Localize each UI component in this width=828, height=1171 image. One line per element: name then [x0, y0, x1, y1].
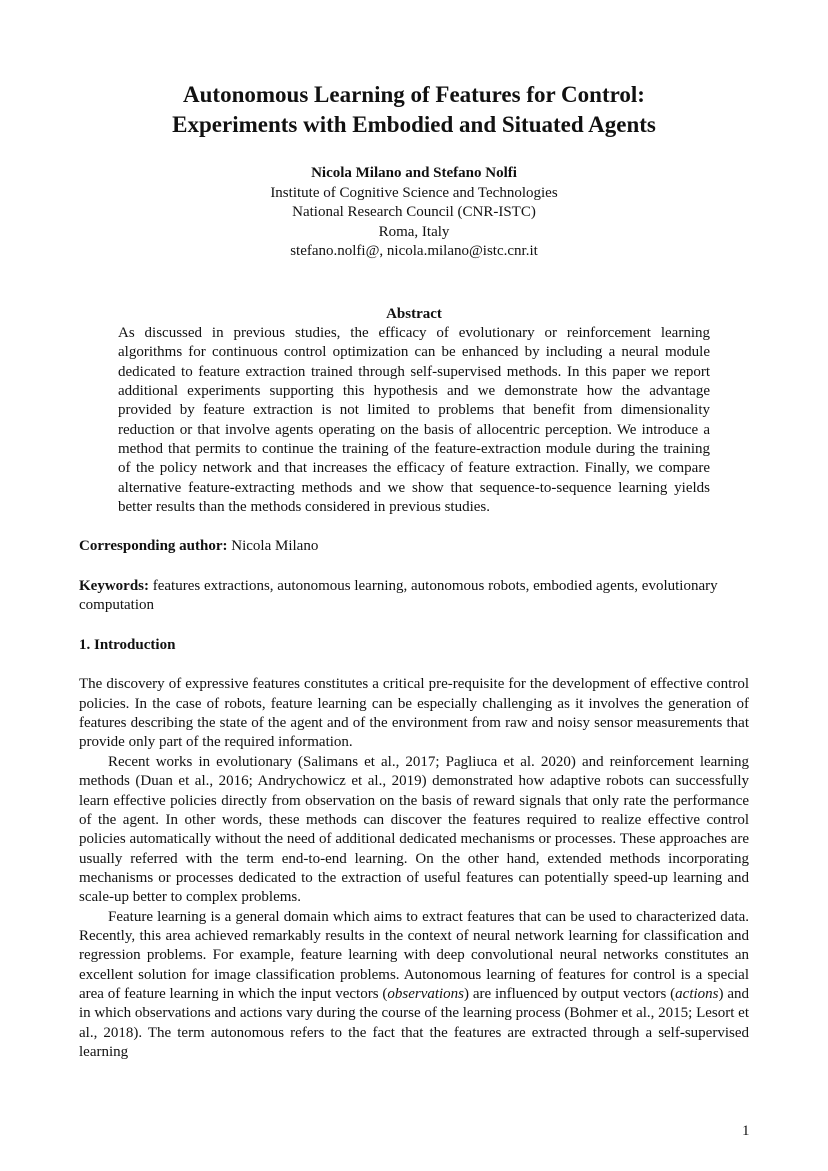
affiliation-city: Roma, Italy	[378, 223, 450, 240]
paper-title	[79, 80, 749, 140]
paper-page	[79, 80, 749, 1062]
affiliation-institute: Institute of Cognitive Science and Technologies	[270, 184, 558, 201]
corresponding-author	[79, 537, 749, 557]
affiliation-council: National Research Council (CNR-ISTC)	[292, 204, 536, 220]
keywords	[79, 577, 749, 616]
intro-p3-emphasis-observations: observations	[387, 985, 465, 1002]
corresponding-value: Nicola Milano	[231, 538, 319, 555]
section-heading-introduction: 1. Introduction	[79, 636, 176, 653]
corresponding-label: Corresponding author:	[79, 538, 228, 555]
author-emails: stefano.nolfi@, nicola.milano@istc.cnr.it	[290, 243, 538, 259]
author-names: Nicola Milano and Stefano Nolfi	[311, 165, 517, 181]
keywords-label: Keywords:	[79, 577, 149, 594]
abstract-heading: Abstract	[386, 305, 442, 322]
intro-p3-text-a: Feature learning is a general domain which aims to extract features that can be used to characterized data. Recently, this area achieved remarkably results in the context of neural network learning for classification and regression problems. For example, feature learning with deep convolutional neural networks constitutes an excellent solution for image classification problems. Autonomous learning of features for control is a special area of feature learning in which the input vectors (	[79, 908, 749, 1002]
intro-paragraph-3	[79, 908, 749, 1063]
intro-p3-text-b: ) are influenced by output vectors (	[464, 985, 676, 1002]
abstract-text: As discussed in previous studies, the efficacy of evolutionary or reinforcement learning algorithms for continuous control optimization can be enhanced by including a neural module dedicated to feature extraction trained through self-supervised methods. In this paper we report additional experiments supporting this hypothesis and we demonstrate how the advantage provided by feature extraction is not limited to problems that benefit from dimensionality reduction or that involve agents operating on the basis of allocentric perception. We introduce a method that permits to continue the training of the feature-extraction module during the training of the policy network and that increases the efficacy of feature extraction. Finally, we compare alternative feature-extracting methods and we show that sequence-to-sequence learning yields better results than the methods considered in previous studies.	[118, 325, 710, 516]
intro-paragraph-2: Recent works in evolutionary (Salimans et al., 2017; Pagliuca et al. 2020) and reinforcement learning methods (Duan et al., 2016; Andrychowicz et al., 2019) demonstrated how adaptive robots can successfully learn effective policies directly from observation on the basis of reward signals that only rate the performance of the agent. In other words, these methods can discover the features required to realize effective control policies automatically without the need of additional dedicated mechanisms or processes. These approaches are usually referred with the term end-to-end learning. On the other hand, extended methods incorporating mechanisms or processes dedicated to the extraction of useful features can potentially speed-up learning and scale-up better to complex problems.	[79, 753, 749, 906]
page-number: 1	[742, 1123, 750, 1139]
keywords-value: features extractions, autonomous learning, autonomous robots, embodied agents, evolutionary computation	[79, 577, 718, 614]
title-line-2: Experiments with Embodied and Situated Agents	[172, 112, 656, 137]
intro-paragraph-1: The discovery of expressive features constitutes a critical pre-requisite for the development of effective control policies. In the case of robots, feature learning can be especially challenging as it involves the generation of features describing the state of the agent and of the environment from raw and noisy sensor measurements that provide only part of the required information.	[79, 676, 749, 751]
title-line-1: Autonomous Learning of Features for Control:	[183, 82, 645, 107]
author-block	[79, 164, 749, 262]
intro-p3-emphasis-actions: actions	[675, 985, 719, 1002]
intro-p3-text-c: ) and in which observations and actions vary during the course of the learning process (Bohmer et al., 2015; Lesort et al., 2018). The term autonomous refers to the fact that the features are extracted through a self-supervised learning	[79, 985, 749, 1060]
